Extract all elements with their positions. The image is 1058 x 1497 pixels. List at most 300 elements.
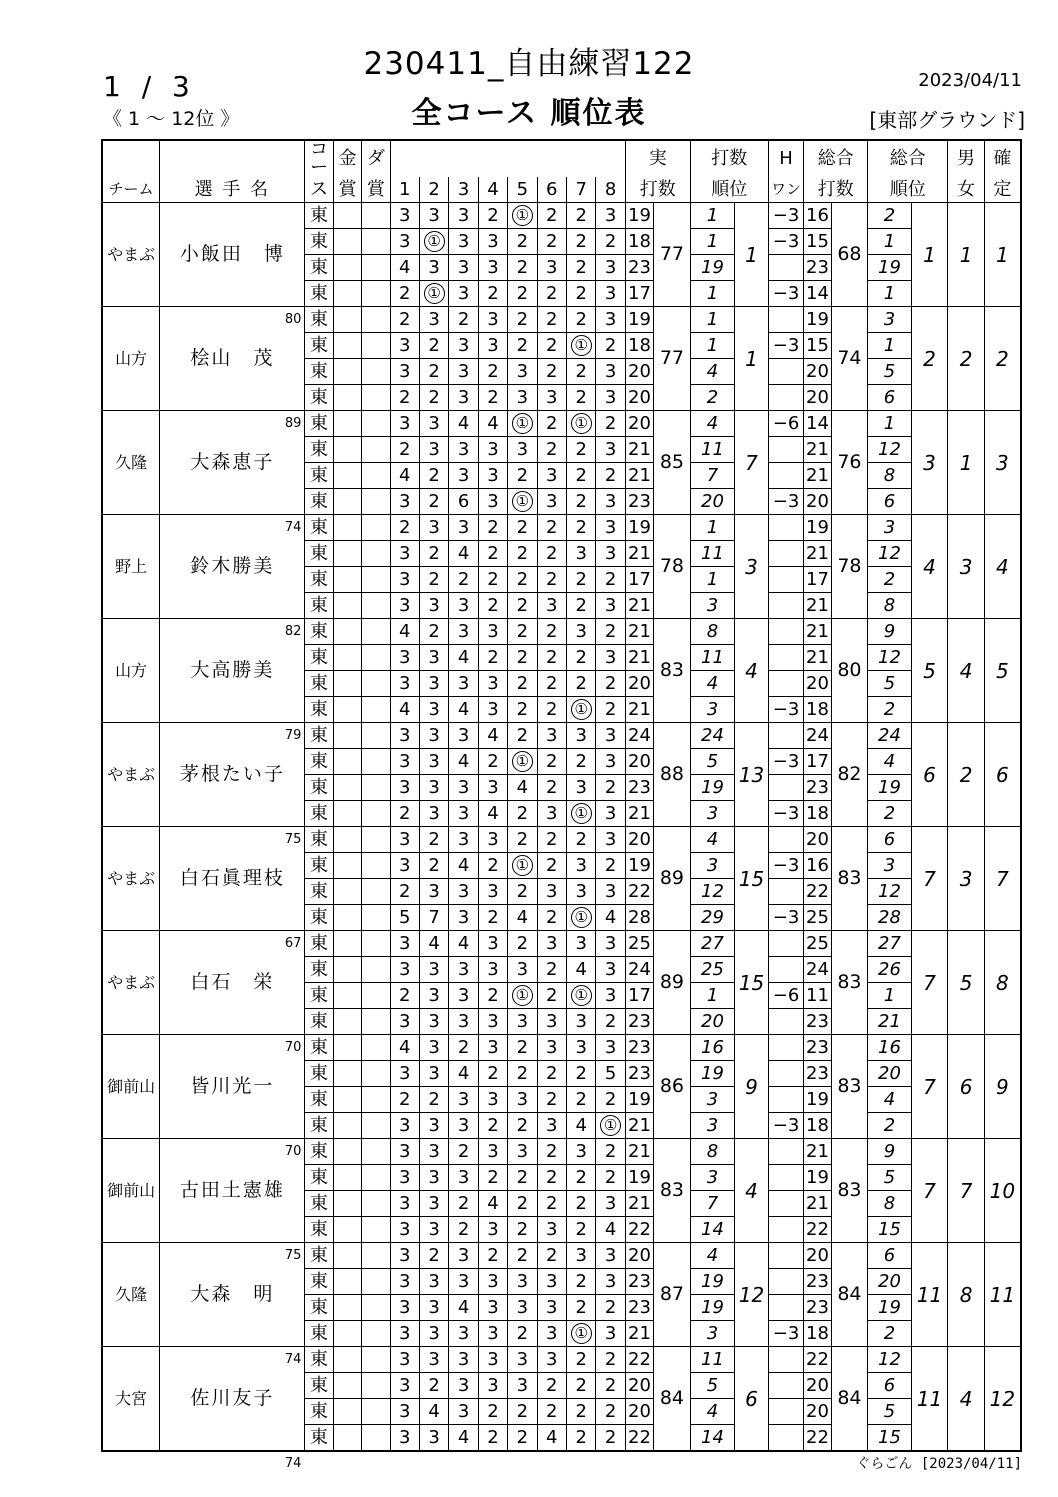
player-cell [160, 1243, 305, 1367]
hole-score-cell: 2 [566, 1087, 595, 1113]
stroke-rank-cell: 6 [735, 1347, 768, 1452]
gold-prize-cell [333, 619, 361, 645]
player-handicap: 74 [284, 1352, 302, 1367]
hole-score-cell: 3 [596, 1035, 625, 1061]
course-cell: 東 [305, 1373, 333, 1399]
gold-prize-cell [333, 1373, 361, 1399]
hole-score-cell: 4 [390, 255, 419, 281]
stroke-total-cell: 87 [654, 1243, 691, 1347]
da-prize-cell [362, 931, 390, 957]
hole-score-cell: 2 [508, 1217, 537, 1243]
da-prize-cell [362, 1217, 390, 1243]
round-total-cell: 20 [804, 827, 831, 853]
hole-in-one-bonus-cell [768, 879, 804, 905]
hole-score-cell: 3 [478, 619, 507, 645]
hole-score-cell: 2 [537, 203, 566, 229]
gold-prize-cell [333, 463, 361, 489]
hole-score-cell: 3 [449, 801, 478, 827]
table-row [102, 827, 1021, 853]
round-rank-cell: 14 [690, 1217, 735, 1243]
hole-in-one-bonus-cell [768, 1165, 804, 1191]
da-prize-cell [362, 1009, 390, 1035]
hole-score-cell: 3 [566, 1009, 595, 1035]
hole-score-cell: 2 [419, 619, 448, 645]
col-total-top: 総合 [804, 140, 868, 177]
total-rank-cell: 5 [911, 619, 948, 723]
round-rank-cell: 2 [690, 385, 735, 411]
course-cell: 東 [305, 437, 333, 463]
hole-score-cell: 2 [478, 541, 507, 567]
hole-score-cell: 3 [419, 671, 448, 697]
hole-score-cell: 3 [566, 1243, 595, 1269]
round-total-cell: 16 [804, 853, 831, 879]
hole-score-cell: 3 [390, 1295, 419, 1321]
hole-score-cell: 2 [566, 827, 595, 853]
hole-score-cell: 2 [566, 489, 595, 515]
final-rank-cell: 11 [984, 1243, 1021, 1347]
round-rank-cell: 1 [690, 229, 735, 255]
gold-prize-cell [333, 411, 361, 437]
round-total-rank-cell: 6 [868, 1243, 912, 1269]
gold-prize-cell [333, 931, 361, 957]
round-total-cell: 14 [804, 411, 831, 437]
round-total-rank-cell: 9 [868, 1139, 912, 1165]
hole-score-cell [508, 853, 537, 879]
col-course-top: コー [305, 140, 333, 177]
round-total-cell: 23 [804, 1269, 831, 1295]
round-rank-cell: 12 [690, 879, 735, 905]
round-total-cell: 21 [804, 619, 831, 645]
course-cell: 東 [305, 385, 333, 411]
round-score-cell: 19 [625, 1165, 653, 1191]
hole-score-cell: 3 [449, 1243, 478, 1269]
da-prize-cell [362, 827, 390, 853]
da-prize-cell [362, 515, 390, 541]
hole-score-cell: 3 [449, 1347, 478, 1373]
da-prize-cell [362, 1399, 390, 1425]
round-rank-cell: 5 [690, 749, 735, 775]
table-row [102, 203, 1021, 229]
course-cell: 東 [305, 619, 333, 645]
hole-score-cell: 2 [449, 307, 478, 333]
round-total-cell: 22 [804, 1347, 831, 1373]
round-score-cell: 20 [625, 1243, 653, 1269]
player-name: 茅根たい子 [179, 763, 285, 785]
hole-score-cell: 3 [390, 1425, 419, 1452]
hole-score-cell: 2 [596, 229, 625, 255]
hole-score-cell: 2 [566, 515, 595, 541]
hole-score-cell: 3 [478, 697, 507, 723]
hole-score-cell: 3 [508, 1295, 537, 1321]
hole-in-one-bonus-cell [768, 1373, 804, 1399]
round-score-cell: 18 [625, 333, 653, 359]
player-name: 桧山 茂 [190, 347, 275, 369]
hole-score-cell: 4 [478, 723, 507, 749]
hole-score-cell: 3 [449, 879, 478, 905]
hole-score-cell: 3 [419, 697, 448, 723]
hole-score-cell: 3 [419, 203, 448, 229]
col-course: ス [305, 177, 333, 203]
round-rank-cell: 1 [690, 203, 735, 229]
hole-score-cell: 2 [537, 1165, 566, 1191]
hole-score-cell [566, 801, 595, 827]
hole-score-cell: 2 [596, 619, 625, 645]
hole-score-cell: 2 [390, 515, 419, 541]
hole-score-cell: 2 [537, 1087, 566, 1113]
hole-score-cell [419, 281, 448, 307]
round-rank-cell: 3 [690, 853, 735, 879]
gold-prize-cell [333, 1061, 361, 1087]
hole-score-cell: 3 [449, 1113, 478, 1139]
player-name: 白石 栄 [190, 971, 275, 993]
round-rank-cell: 27 [690, 931, 735, 957]
hole-in-one-bonus-cell [768, 827, 804, 853]
hole-score-cell: 3 [478, 671, 507, 697]
team-cell: 久隆 [102, 411, 160, 515]
course-cell: 東 [305, 333, 333, 359]
round-rank-cell: 4 [690, 1243, 735, 1269]
col-rank: 順位 [690, 177, 768, 203]
hole-score-cell: 3 [478, 827, 507, 853]
round-score-cell: 19 [625, 1087, 653, 1113]
course-cell: 東 [305, 853, 333, 879]
hole-score-cell: 3 [449, 593, 478, 619]
round-total-cell: 23 [804, 1035, 831, 1061]
hole-in-one-mark: ① [571, 413, 592, 434]
hole-score-cell: 2 [566, 1399, 595, 1425]
player-name: 大高勝美 [190, 659, 275, 681]
hole-score-cell: 3 [419, 723, 448, 749]
round-total-cell: 21 [804, 593, 831, 619]
round-total-rank-cell: 3 [868, 853, 912, 879]
player-cell [160, 515, 305, 639]
hole-in-one-bonus-cell: −3 [768, 749, 804, 775]
round-score-cell: 21 [625, 593, 653, 619]
hole-score-cell: 2 [537, 1373, 566, 1399]
total-rank-cell: 7 [911, 827, 948, 931]
round-score-cell: 23 [625, 1061, 653, 1087]
hole-score-cell: 2 [566, 359, 595, 385]
da-prize-cell [362, 1347, 390, 1373]
col-player: 選 手 名 [160, 177, 305, 203]
hole-score-cell: 3 [478, 1321, 507, 1347]
hole-score-cell: 2 [390, 281, 419, 307]
hole-score-cell: 3 [537, 879, 566, 905]
player-name: 大森 明 [190, 1283, 275, 1305]
hole-in-one-bonus-cell [768, 385, 804, 411]
course-cell: 東 [305, 1139, 333, 1165]
round-rank-cell: 1 [690, 983, 735, 1009]
course-cell: 東 [305, 1217, 333, 1243]
hole-score-cell: 3 [419, 1191, 448, 1217]
total-rank-cell: 11 [911, 1347, 948, 1452]
gold-prize-cell [333, 749, 361, 775]
da-prize-cell [362, 489, 390, 515]
hole-score-cell: 4 [390, 463, 419, 489]
hole-score-cell: 3 [508, 1009, 537, 1035]
hole-score-cell: 2 [566, 281, 595, 307]
round-total-cell: 14 [804, 281, 831, 307]
round-rank-cell: 3 [690, 1113, 735, 1139]
final-rank-cell: 10 [984, 1139, 1021, 1243]
hole-score-cell: 3 [419, 1035, 448, 1061]
col-gold: 賞 [333, 177, 361, 203]
hole-score-cell: 3 [419, 1347, 448, 1373]
player-handicap: 74 [284, 1456, 302, 1471]
stroke-total-cell: 84 [654, 1347, 691, 1452]
round-rank-cell: 20 [690, 1009, 735, 1035]
hole-score-cell: 3 [478, 1035, 507, 1061]
gender-rank-cell: 2 [948, 723, 985, 827]
hole-score-cell: 3 [596, 359, 625, 385]
round-total-rank-cell: 1 [868, 411, 912, 437]
stroke-total-cell: 88 [654, 723, 691, 827]
da-prize-cell [362, 1321, 390, 1347]
course-cell: 東 [305, 489, 333, 515]
hole-score-cell: 4 [566, 957, 595, 983]
round-total-cell: 16 [804, 203, 831, 229]
round-rank-cell: 19 [690, 1295, 735, 1321]
table-row [102, 1139, 1021, 1165]
hole-score-cell: 3 [596, 645, 625, 671]
hole-score-cell: 4 [390, 1035, 419, 1061]
hole-score-cell: 3 [449, 255, 478, 281]
hole-in-one-bonus-cell [768, 619, 804, 645]
hole-score-cell: 2 [419, 359, 448, 385]
hole-score-cell: 3 [537, 1269, 566, 1295]
round-total-rank-cell: 2 [868, 1113, 912, 1139]
player-handicap: 75 [284, 832, 302, 847]
hole-score-cell: 2 [566, 593, 595, 619]
hole-score-cell [566, 697, 595, 723]
round-rank-cell: 1 [690, 307, 735, 333]
course-cell: 東 [305, 931, 333, 957]
da-prize-cell [362, 333, 390, 359]
hole-score-cell: 2 [596, 697, 625, 723]
hole-score-cell: 3 [596, 749, 625, 775]
total-rank-cell: 7 [911, 931, 948, 1035]
hole-score-cell: 2 [478, 1243, 507, 1269]
hole-score-cell: 2 [390, 1087, 419, 1113]
round-total-rank-cell: 24 [868, 723, 912, 749]
round-total-cell: 18 [804, 697, 831, 723]
round-total-rank-cell: 19 [868, 775, 912, 801]
hole-score-cell [566, 411, 595, 437]
hole-score-cell: 3 [478, 1295, 507, 1321]
hole-score-cell: 3 [596, 1321, 625, 1347]
hole-score-cell: 3 [537, 1113, 566, 1139]
col-gold-top: 金 [333, 140, 361, 177]
hole-score-cell: 4 [449, 645, 478, 671]
hole-score-cell: 4 [449, 697, 478, 723]
course-cell: 東 [305, 1347, 333, 1373]
hole-score-cell: 3 [419, 1009, 448, 1035]
hole-in-one-bonus-cell [768, 1425, 804, 1452]
hole-score-cell: 3 [566, 853, 595, 879]
hole-score-cell: 3 [478, 229, 507, 255]
hole-score-cell: 2 [537, 541, 566, 567]
gold-prize-cell [333, 775, 361, 801]
hole-score-cell: 2 [478, 853, 507, 879]
sum-total-cell: 78 [831, 515, 868, 619]
round-score-cell: 20 [625, 671, 653, 697]
hole-score-cell: 3 [449, 723, 478, 749]
hole-score-cell: 3 [449, 957, 478, 983]
player-name: 小飯田 博 [179, 243, 285, 265]
hole-in-one-mark: ① [424, 283, 445, 304]
da-prize-cell [362, 1061, 390, 1087]
hole-score-cell: 3 [390, 1009, 419, 1035]
team-cell: やまぶ [102, 827, 160, 931]
hole-score-cell: 3 [537, 1035, 566, 1061]
round-total-cell: 20 [804, 359, 831, 385]
round-total-rank-cell: 28 [868, 905, 912, 931]
round-total-rank-cell: 6 [868, 489, 912, 515]
round-score-cell: 21 [625, 1139, 653, 1165]
player-cell [160, 1035, 305, 1159]
da-prize-cell [362, 853, 390, 879]
table-row [102, 931, 1021, 957]
stroke-rank-cell: 15 [735, 827, 768, 931]
hole-score-cell: 2 [419, 1373, 448, 1399]
stroke-rank-cell: 13 [735, 723, 768, 827]
final-rank-cell: 3 [984, 411, 1021, 515]
round-score-cell: 23 [625, 489, 653, 515]
round-rank-cell: 3 [690, 1165, 735, 1191]
round-rank-cell: 14 [690, 1425, 735, 1452]
sum-total-cell: 83 [831, 1139, 868, 1243]
hole-in-one-mark: ① [512, 985, 533, 1006]
hole-score-cell: 3 [390, 1347, 419, 1373]
round-total-rank-cell: 4 [868, 1087, 912, 1113]
hole-score-cell: 3 [508, 957, 537, 983]
hole-score-cell: 3 [537, 463, 566, 489]
hole-score-cell: 2 [508, 645, 537, 671]
course-cell: 東 [305, 1061, 333, 1087]
da-prize-cell [362, 411, 390, 437]
hole-score-cell: 4 [449, 853, 478, 879]
hole-score-cell: 2 [537, 827, 566, 853]
hole-score-cell: 2 [596, 333, 625, 359]
player-cell [160, 619, 305, 743]
table-row [102, 1347, 1021, 1373]
rank-range: 《 1 ～ 12位 》 [103, 108, 240, 130]
col-team: チーム [102, 177, 160, 203]
round-total-rank-cell: 6 [868, 1373, 912, 1399]
round-total-rank-cell: 12 [868, 879, 912, 905]
hole-score-cell: 3 [566, 619, 595, 645]
hole-score-cell: 2 [508, 1399, 537, 1425]
hole-score-cell: 2 [596, 463, 625, 489]
da-prize-cell [362, 255, 390, 281]
hole-score-cell: 3 [390, 1399, 419, 1425]
round-score-cell: 21 [625, 1113, 653, 1139]
gender-rank-cell: 1 [948, 411, 985, 515]
round-score-cell: 28 [625, 905, 653, 931]
round-total-cell: 22 [804, 879, 831, 905]
sum-total-cell: 83 [831, 931, 868, 1035]
hole-in-one-bonus-cell [768, 1061, 804, 1087]
hole-score-cell: 3 [508, 385, 537, 411]
round-total-cell: 20 [804, 1399, 831, 1425]
hole-score-cell: 2 [537, 957, 566, 983]
hole-score-cell: 3 [390, 671, 419, 697]
course-cell: 東 [305, 1321, 333, 1347]
round-total-cell: 23 [804, 1061, 831, 1087]
hole-score-cell: 3 [390, 541, 419, 567]
round-total-rank-cell: 6 [868, 827, 912, 853]
hole-score-cell: 2 [508, 1035, 537, 1061]
hole-score-cell: 4 [508, 905, 537, 931]
hole-in-one-mark: ① [571, 335, 592, 356]
hole-score-cell: 3 [596, 723, 625, 749]
player-name: 佐川友子 [190, 1387, 275, 1409]
round-score-cell: 21 [625, 1321, 653, 1347]
gold-prize-cell [333, 1165, 361, 1191]
col-team-spacer [102, 140, 160, 177]
table-row [102, 1243, 1021, 1269]
hole-score-cell: 3 [449, 619, 478, 645]
col-final-top: 確 [984, 140, 1021, 177]
hole-score-cell: 3 [449, 827, 478, 853]
hole-in-one-bonus-cell: −3 [768, 801, 804, 827]
round-total-rank-cell: 2 [868, 203, 912, 229]
total-rank-cell: 7 [911, 1035, 948, 1139]
col-final: 定 [984, 177, 1021, 203]
hole-score-cell: 2 [537, 1139, 566, 1165]
hole-score-cell: 3 [478, 489, 507, 515]
hole-in-one-bonus-cell [768, 645, 804, 671]
round-total-cell: 24 [804, 957, 831, 983]
round-rank-cell: 4 [690, 1399, 735, 1425]
round-score-cell: 22 [625, 1347, 653, 1373]
col-da: 賞 [362, 177, 390, 203]
final-rank-cell: 1 [984, 203, 1021, 307]
round-total-rank-cell: 2 [868, 1321, 912, 1347]
gender-rank-cell: 8 [948, 1243, 985, 1347]
gold-prize-cell [333, 1425, 361, 1452]
player-handicap: 79 [284, 728, 302, 743]
round-total-rank-cell: 12 [868, 1347, 912, 1373]
hole-score-cell: 3 [419, 255, 448, 281]
col-hole-5: 5 [508, 177, 537, 203]
hole-in-one-mark: ① [512, 751, 533, 772]
course-cell: 東 [305, 307, 333, 333]
hole-score-cell: 3 [419, 1321, 448, 1347]
hole-score-cell: 3 [478, 1373, 507, 1399]
hole-score-cell: 3 [478, 333, 507, 359]
stroke-total-cell: 83 [654, 619, 691, 723]
round-total-cell: 25 [804, 931, 831, 957]
hole-score-cell: 3 [537, 723, 566, 749]
gold-prize-cell [333, 1139, 361, 1165]
hole-score-cell: 2 [390, 879, 419, 905]
round-total-rank-cell: 6 [868, 385, 912, 411]
hole-score-cell: 2 [390, 801, 419, 827]
gold-prize-cell [333, 281, 361, 307]
da-prize-cell [362, 1113, 390, 1139]
hole-score-cell: 3 [390, 1217, 419, 1243]
round-rank-cell: 24 [690, 723, 735, 749]
hole-score-cell: 3 [508, 437, 537, 463]
hole-score-cell: 2 [508, 1191, 537, 1217]
gold-prize-cell [333, 671, 361, 697]
hole-score-cell: 3 [596, 827, 625, 853]
hole-score-cell: 2 [478, 749, 507, 775]
hole-score-cell: 2 [566, 1373, 595, 1399]
hole-in-one-bonus-cell [768, 1035, 804, 1061]
round-total-rank-cell: 3 [868, 307, 912, 333]
